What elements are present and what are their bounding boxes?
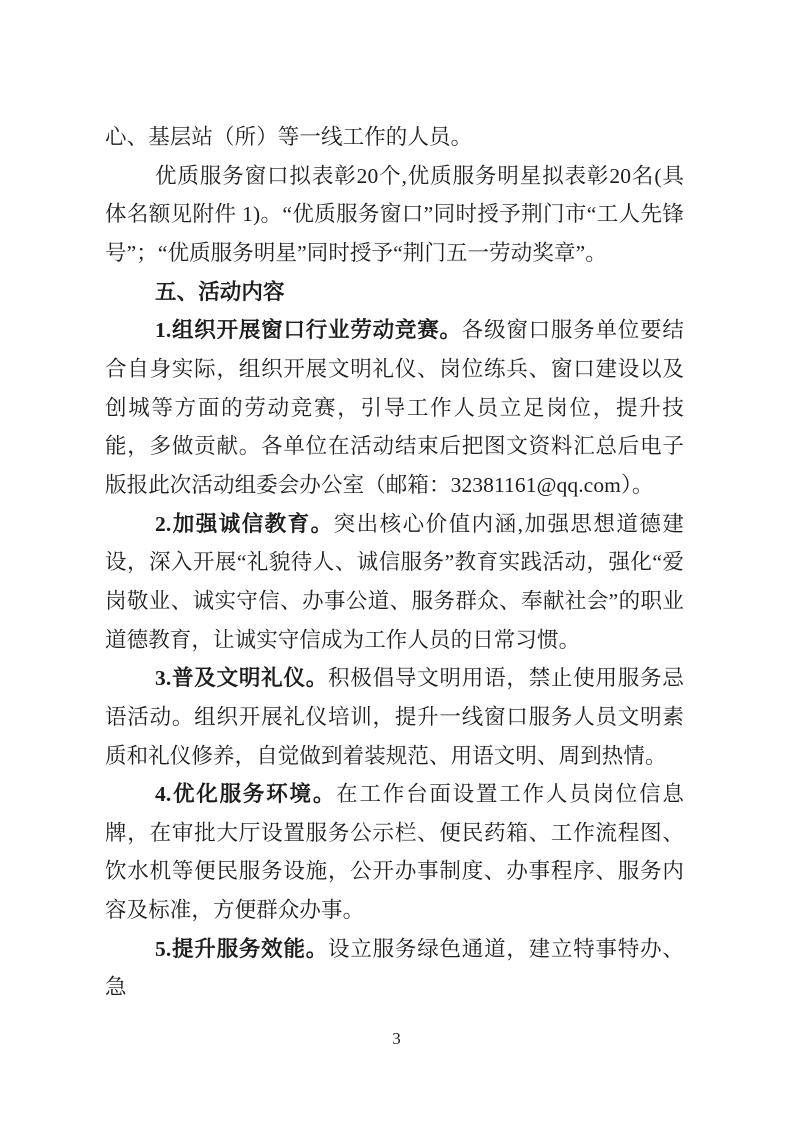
section-heading-text: 五、活动内容 (155, 279, 285, 304)
page-number: 3 (392, 1029, 401, 1048)
item-2-integrity-education (105, 505, 684, 660)
item-3-civilized-etiquette (105, 659, 684, 775)
item-text: 各级窗口服务单位要结合自身实际，组织开展文明礼仪、岗位练兵、窗口建设以及创城等方面的劳动竞赛，引导工作人员立足岗位，提升技能，多做贡献。各单位在活动结束后把图文资料汇总后电子版报此次活动组委会办公室（邮箱：32381161@qq.com）。 (105, 318, 684, 497)
item-lead: 2.加强诚信教育。 (155, 511, 334, 536)
paragraph-continuation (105, 118, 684, 157)
document-body (105, 118, 684, 1007)
item-5-service-efficiency (105, 930, 684, 1007)
item-lead: 5.提升服务效能。 (155, 936, 329, 961)
paragraph-commendation-quota (105, 157, 684, 273)
section-heading-activity-content (105, 273, 684, 312)
item-text: 设立服务绿色通道，建立特事特办、急 (105, 936, 684, 1000)
item-1-labor-competition (105, 311, 684, 504)
item-lead: 4.优化服务环境。 (155, 782, 337, 807)
item-text: 在工作台面设置工作人员岗位信息牌，在审批大厅设置服务公示栏、便民药箱、工作流程图、饮水机等便民服务设施，公开办事制度、办事程序、服务内容及标准，方便群众办事。 (105, 782, 684, 923)
paragraph-text: 心、基层站（所）等一线工作的人员。 (105, 125, 473, 149)
item-text: 积极倡导文明用语，禁止使用服务忌语活动。组织开展礼仪培训，提升一线窗口服务人员文明素质和礼仪修养，自觉做到着装规范、用语文明、周到热情。 (105, 666, 684, 768)
item-4-service-environment (105, 775, 684, 930)
paragraph-text: 优质服务窗口拟表彰20个,优质服务明星拟表彰20名(具体名额见附件 1)。“优质服务窗口”同时授予荆门市“工人先锋号”；“优质服务明星”同时授予“荆门五一劳动奖章”。 (105, 163, 684, 265)
item-lead: 3.普及文明礼仪。 (155, 666, 329, 691)
item-text: 突出核心价值内涵,加强思想道德建设，深入开展“礼貌待人、诚信服务”教育实践活动，强化“爱岗敬业、诚实守信、办事公道、服务群众、奉献社会”的职业道德教育，让诚实守信成为工作人员的日常习惯。 (105, 511, 684, 652)
item-lead: 1.组织开展窗口行业劳动竞赛。 (155, 318, 462, 343)
